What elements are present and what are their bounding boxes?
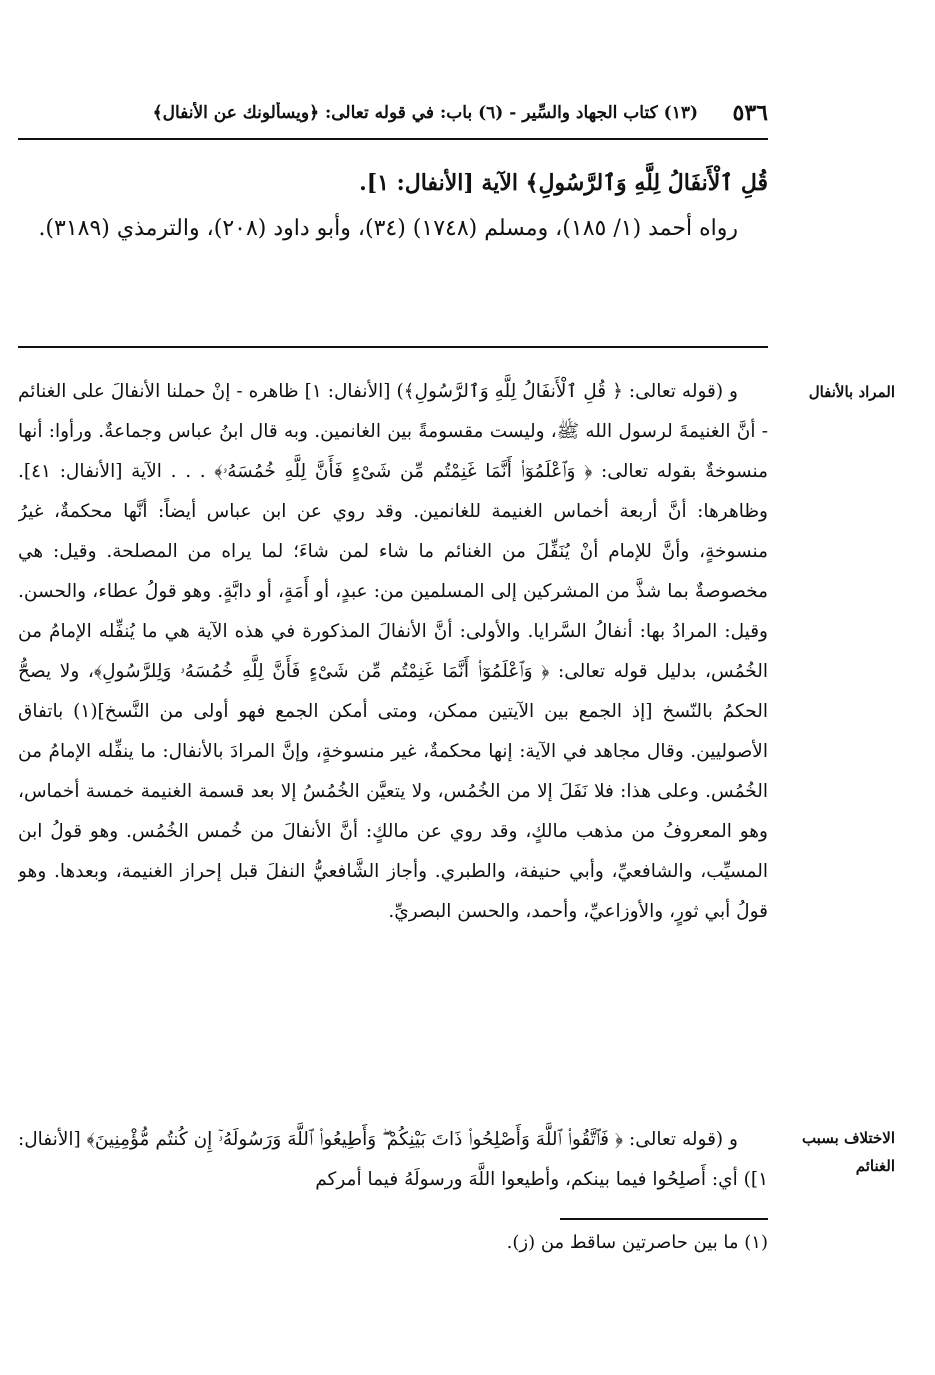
header-rule [18, 138, 768, 140]
page-number: ٥٣٦ [732, 100, 768, 126]
section-divider [18, 346, 768, 348]
commentary-body [18, 372, 768, 1200]
commentary-section-2: و (قوله تعالى: ﴿ فَٱتَّقُوا۟ ٱللَّهَ وَأَصْلِحُوا۟ ذَاتَ بَيْنِكُمْ ۖ وَأَطِيعُوا۟ ٱللَّهَ وَرَسُولَهُۥٓ إِن كُنتُم مُّؤْمِنِينَ﴾ [الأنفال: ١]) أي: أَصلِحُوا فيما بينكم، وأطيعوا اللَّهَ ورسولَهُ فيما أمركم [18, 1129, 768, 1190]
footnote-rule [560, 1218, 768, 1220]
margin-heading-meaning: المراد بالأنفال [808, 383, 895, 401]
hadith-verse: قُلِ ٱلْأَنفَالُ لِلَّهِ وَٱلرَّسُولِ﴾ الآية [الأنفال: ١]. [359, 170, 768, 196]
page-header [18, 96, 768, 136]
running-title: (١٣) كتاب الجهاد والسِّير - (٦) باب: في قوله تعالى: ﴿ويسألونك عن الأنفال﴾ [152, 103, 698, 123]
margin-heading-dispute: الاختلاف بسبب الغنائم [801, 1129, 895, 1175]
hadith-block [18, 160, 768, 252]
footnote: (١) ما بين حاصرتين ساقط من (ز). [506, 1232, 768, 1253]
commentary-section-1: و (قوله تعالى: ﴿ قُلِ ٱلْأَنفَالُ لِلَّهِ وَٱلرَّسُولِ﴾) [الأنفال: ١] ظاهره - إنْ حملنا الأنفالَ على الغنائم - أنَّ الغنيمةَ لرسول الله ﷺ، وليست مقسومةً بين الغانمين. وبه قال ابنُ عباس وجماعةٌ. ورأوا: أنها منسوخةٌ بقوله تعالى: ﴿ وَٱعْلَمُوٓا۟ أَنَّمَا غَنِمْتُم مِّن شَىْءٍ فَأَنَّ لِلَّهِ خُمُسَهُۥ﴾ . . . الآية [الأنفال: ٤١]. وظاهرها: أنَّ أربعة أخماس الغنيمة للغانمين. وقد روي عن ابن عباس أيضاً: أنَّها محكمةٌ، غيرُ منسوخةٍ، وأنَّ للإمام أنْ يُنَفِّلَ من الغنائم ما شاء لمن شاءَ؛ لما يراه من المصلحة. وقيل: هي مخصوصةٌ بما شذَّ من المشركين إلى المسلمين من: عبدٍ، أو أَمَةٍ، أو دابَّةٍ. وهو قولُ عطاء، والحسن. وقيل: المرادُ بها: أنفالُ السَّرايا. والأولى: أنَّ الأنفالَ المذكورة في هذه الآية هي ما يُنفِّله الإمامُ من الخُمُس، بدليل قوله تعالى: ﴿ وَٱعْلَمُوٓا۟ أَنَّمَا غَنِمْتُم مِّن شَىْءٍ فَأَنَّ لِلَّهِ خُمُسَهُۥ وَلِلرَّسُولِ﴾، ولا يصحُّ الحكمُ بالنّسخ [إذ الجمع بين الآيتين ممكن، ومتى أمكن الجمع فهو أولى من النَّسخ](١) باتفاق الأصوليين. وقال مجاهد في الآية: إنها محكمةٌ، غير منسوخةٍ، وإنَّ المرادَ بالأنفال: ما ينفِّله الإمامُ من الخُمُس. وعلى هذا: فلا نَفَلَ إلا من الخُمُس، ولا يتعيَّن الخُمُسُ إلا بعد قسمة الغنيمة خمسة أخماس، وهو المعروفُ من مذهب مالكٍ، وقد روي عن مالكٍ: أنَّ الأنفالَ من خُمس الخُمُس. وهو قولُ ابن المسيِّب، والشافعيِّ، وأبي حنيفة، والطبري. وأجاز الشَّافعيُّ النفلَ قبل إحراز الغنيمة، وبعدها. وهو قولُ أبي ثورٍ، والأوزاعيِّ، وأحمد، والحسن البصريِّ. [18, 381, 768, 922]
hadith-source: رواه أحمد (١/ ١٨٥)، ومسلم (١٧٤٨) (٣٤)، وأبو داود (٢٠٨)، والترمذي (٣١٨٩). [38, 216, 738, 241]
